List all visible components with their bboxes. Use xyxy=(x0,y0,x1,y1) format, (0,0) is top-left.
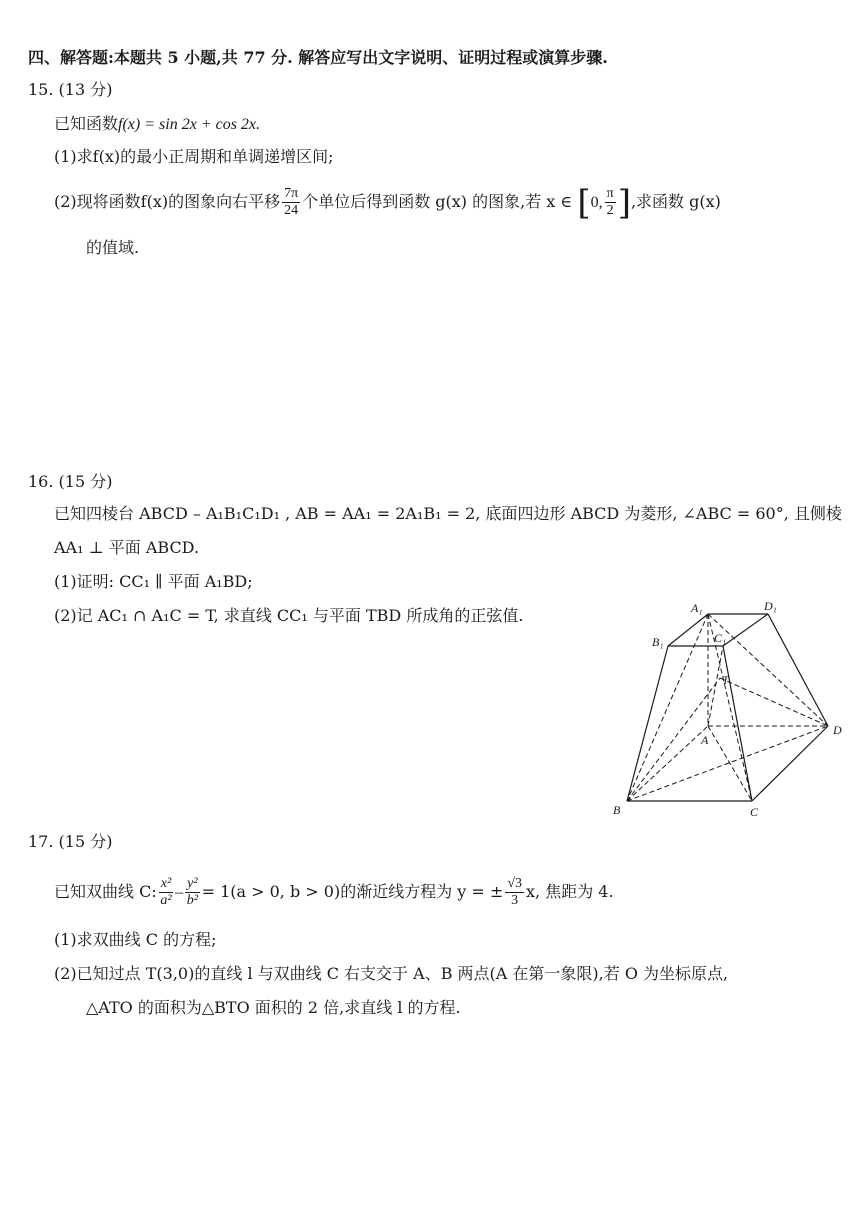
right-bracket-icon: ] xyxy=(617,182,631,223)
edge-a1b xyxy=(627,614,708,801)
edge-b1b xyxy=(627,646,668,801)
edge-bd xyxy=(627,726,828,801)
q17-sqrt3: √3 xyxy=(507,876,523,891)
q17-minus: – xyxy=(175,884,184,901)
label-b1: B₁ xyxy=(652,635,664,649)
edge-ac1 xyxy=(708,646,723,726)
edge-cd xyxy=(752,726,828,801)
q15-part1: (1)求f(x)的最小正周期和单调递增区间; xyxy=(54,147,334,166)
section-heading: 四、解答题:本题共 5 小题,共 77 分. 解答应写出文字说明、证明过程或演算步骤. xyxy=(28,48,608,67)
edge-d1d xyxy=(768,614,828,726)
q17-x2: x² xyxy=(160,876,172,891)
q17-b2: b² xyxy=(186,893,198,908)
q15-intro xyxy=(54,112,260,137)
q15-shift-num: 7π xyxy=(284,186,299,201)
label-c: C xyxy=(750,805,759,819)
q17-y2: y² xyxy=(187,876,198,891)
q16-line1: 已知四棱台 ABCD – A₁B₁C₁D₁ , AB = AA₁ = 2A₁B₁ = 2, 底面四边形 ABCD 为菱形, ∠ABC = 60°, 且侧棱 xyxy=(54,504,842,523)
q17-part2a: (2)已知过点 T(3,0)的直线 l 与双曲线 C 右支交于 A、B 两点(A 在第一象限),若 O 为坐标原点, xyxy=(54,964,729,983)
q17-line1-mid: = 1(a > 0, b > 0)的渐近线方程为 y = ± xyxy=(201,882,504,901)
left-bracket-icon: [ xyxy=(577,182,591,223)
q15-intro-text: 已知函数 xyxy=(54,114,119,133)
q16-part2: (2)记 AC₁ ∩ A₁C = T, 求直线 CC₁ 与平面 TBD 所成角的正弦值. xyxy=(54,606,524,625)
q15-part2-end: 的值域. xyxy=(86,238,140,257)
edge-ba xyxy=(627,726,708,801)
q17-number: 17. (15 分) xyxy=(28,832,113,851)
q15-number: 15. (13 分) xyxy=(28,80,113,99)
q15-shift-den: 24 xyxy=(284,203,299,218)
edge-a1b1 xyxy=(668,614,708,646)
q17-line1-post: x, 焦距为 4. xyxy=(526,882,614,901)
q17-three: 3 xyxy=(511,893,519,908)
q15-function: f(x) = sin 2x + cos 2x. xyxy=(118,116,261,133)
label-d1: D₁ xyxy=(764,599,777,613)
label-c1: C₁ xyxy=(714,631,727,645)
q17-a2: a² xyxy=(160,893,172,908)
label-a: A xyxy=(701,733,709,747)
frustum-figure xyxy=(600,596,860,821)
label-t: T xyxy=(722,673,729,687)
q17-line1 xyxy=(54,872,614,912)
edge-c1c xyxy=(723,646,752,801)
q17-part2b: △ATO 的面积为△BTO 面积的 2 倍,求直线 l 的方程. xyxy=(86,998,461,1017)
q15-part2-text-c: ,求函数 g(x) xyxy=(630,192,721,211)
q17-y-fraction xyxy=(185,876,199,909)
q15-interval-num: π xyxy=(606,186,614,201)
q15-part2-text-b: 个单位后得到函数 g(x) 的图象,若 x ∈ xyxy=(302,192,573,211)
q17-asymptote-fraction xyxy=(505,876,524,909)
q15-shift-fraction xyxy=(282,186,300,219)
q17-x-fraction xyxy=(159,876,173,909)
label-a1: A₁ xyxy=(691,601,703,615)
q17-part1: (1)求双曲线 C 的方程; xyxy=(54,930,217,949)
q15-interval-den: 2 xyxy=(606,203,614,218)
q16-number: 16. (15 分) xyxy=(28,472,113,491)
q15-interval-fraction xyxy=(605,186,616,219)
q15-interval-left: 0, xyxy=(590,194,603,211)
edge-c1d1 xyxy=(723,614,768,646)
label-d: D xyxy=(833,723,842,737)
label-b: B xyxy=(613,803,621,817)
q16-part1: (1)证明: CC₁ ∥ 平面 A₁BD; xyxy=(54,572,253,591)
q17-line1-pre: 已知双曲线 C: xyxy=(54,882,157,901)
q15-part2 xyxy=(54,182,721,222)
q15-part2-text-a: (2)现将函数f(x)的图象向右平移 xyxy=(54,192,281,211)
q16-line2: AA₁ ⊥ 平面 ABCD. xyxy=(54,538,200,557)
